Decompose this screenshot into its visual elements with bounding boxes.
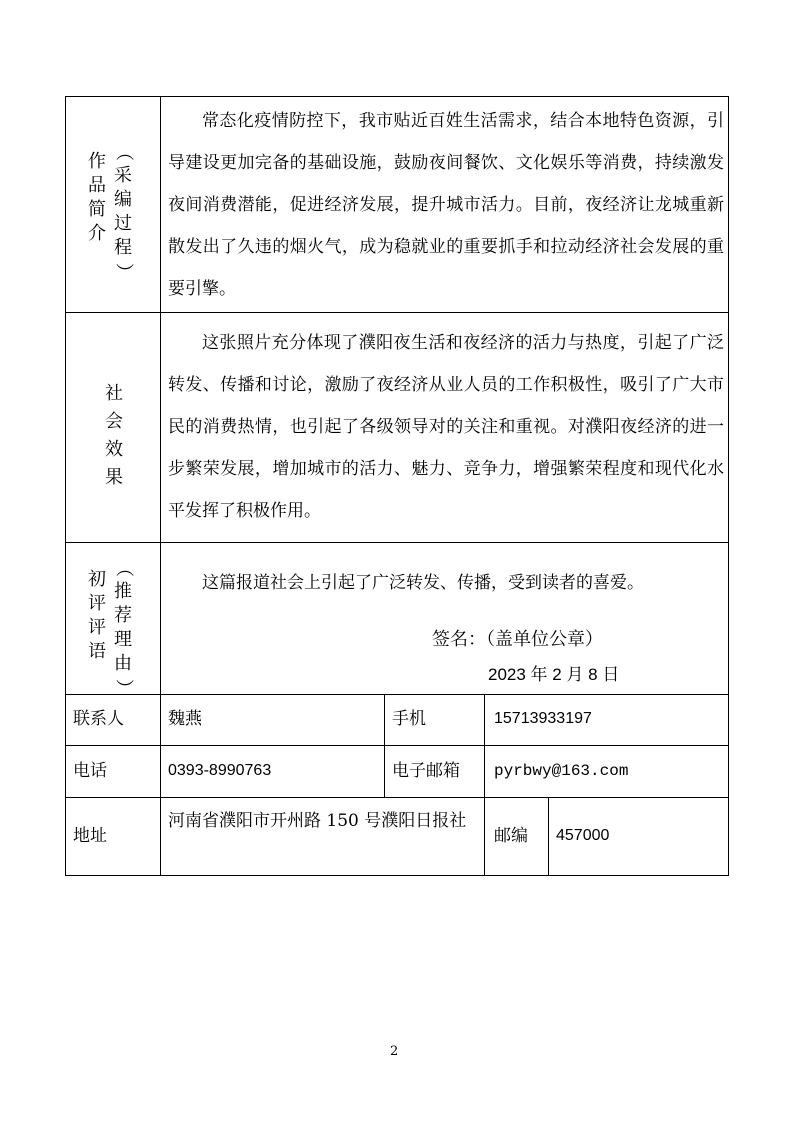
page-number: 2: [390, 1044, 399, 1059]
mobile-value: 15713933197: [494, 710, 592, 727]
phone-label: 电话: [73, 761, 107, 781]
mobile-label: 手机: [392, 709, 426, 729]
email-value: pyrbwy@163.com: [494, 762, 629, 780]
postcode-value: 457000: [556, 827, 610, 844]
section1-label-parenthetical: （ 采 编 过 程 ）: [113, 143, 134, 281]
row-divider: [65, 694, 729, 695]
email-label: 电子邮箱: [392, 761, 460, 781]
signature-line: 签名：（盖单位公章）: [432, 629, 603, 650]
row-divider: [65, 542, 729, 543]
contact-person-label: 联系人: [73, 709, 124, 729]
column-divider: [384, 694, 385, 798]
table-border-bottom: [65, 875, 729, 876]
contact-person-value: 魏燕: [168, 709, 202, 729]
address-label: 地址: [73, 826, 107, 846]
section3-content: 这篇报道社会上引起了广泛转发、传播，受到读者的喜爱。: [202, 573, 644, 593]
section3-label-main: 初 评 评 语: [88, 569, 106, 662]
column-divider: [484, 694, 485, 876]
section1-content: 常态化疫情防控下，我市贴近百姓生活需求，结合本地特色资源，引导建设更加完备的基础设施，鼓励夜间餐饮、文化娱乐等消费，持续激发夜间消费潜能，促进经济发展，提升城市活力。目前，夜经济让龙城重新散发出了久违的烟火气，成为稳就业的重要抓手和拉动经济社会发展的重要引擎。: [168, 111, 724, 299]
row-divider: [65, 312, 729, 313]
table-border-top: [65, 96, 729, 97]
section3-label-parenthetical: （ 推 荐 理 由 ）: [113, 559, 134, 697]
signature-date: 2023 年 2 月 8 日: [488, 665, 620, 684]
section2-content: 这张照片充分体现了濮阳夜生活和夜经济的活力与热度，引起了广泛转发、传播和讨论，激励了夜经济从业人员的工作积极性，吸引了广大市民的消费热情，也引起了各级领导对的关注和重视。对濮阳夜经济的进一步繁荣发展，增加城市的活力、魅力、竞争力，增强繁荣程度和现代化水平发挥了积极作用。: [168, 333, 724, 521]
table-border-right: [728, 96, 729, 876]
column-divider: [160, 96, 161, 876]
postcode-label: 邮编: [494, 826, 528, 846]
column-divider: [548, 797, 549, 876]
row-divider: [65, 745, 729, 746]
row-divider: [65, 797, 729, 798]
address-value: 河南省濮阳市开州路 150 号濮阳日报社: [168, 811, 467, 831]
phone-value: 0393-8990763: [168, 762, 272, 779]
section2-label: 社 会 效 果: [105, 383, 123, 488]
table-border-left: [65, 96, 66, 876]
section1-label-main: 作 品 简 介: [88, 151, 106, 244]
